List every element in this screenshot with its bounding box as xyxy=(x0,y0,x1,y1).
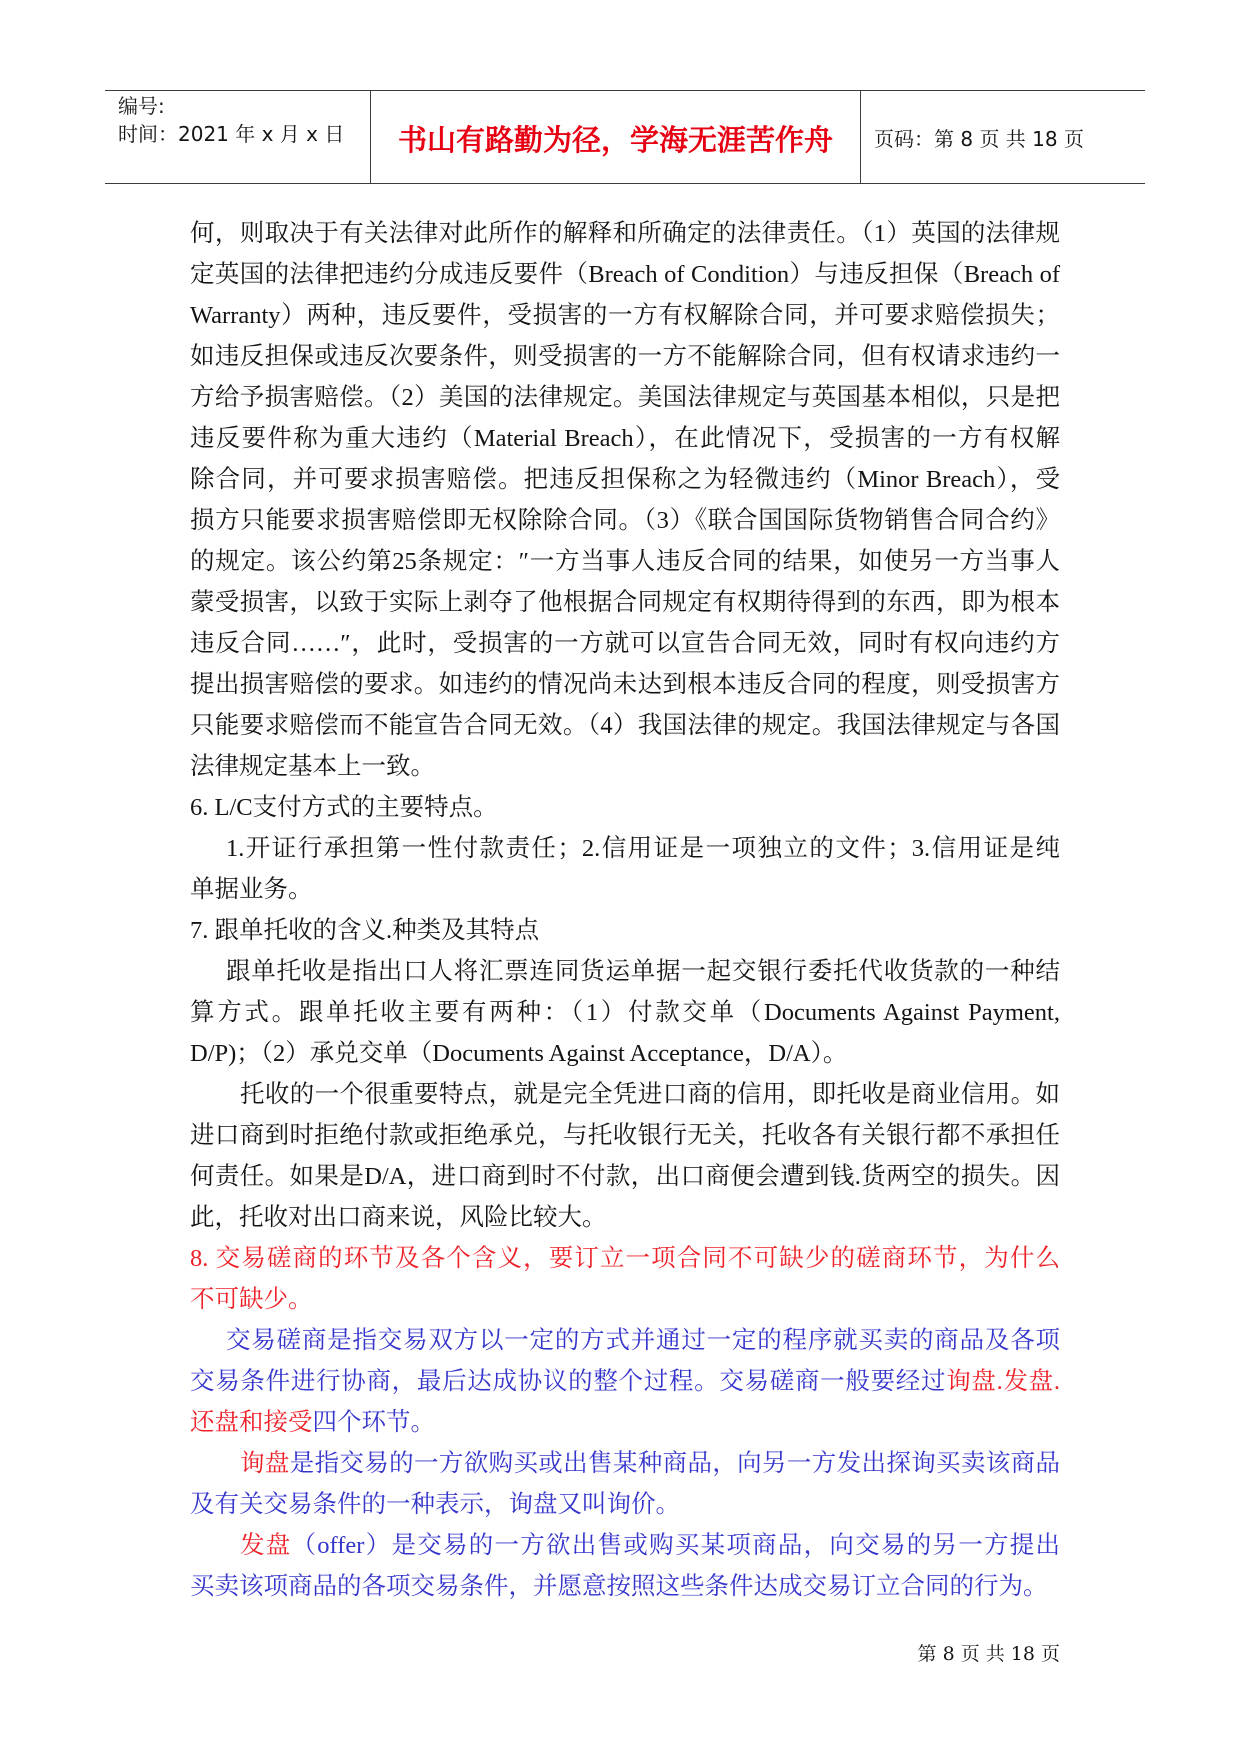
line-text xyxy=(190,1573,1048,1600)
key-term: 询盘.发盘. xyxy=(946,1368,1061,1395)
paragraph-line xyxy=(190,1361,1060,1402)
line-text xyxy=(190,1368,1060,1395)
paragraph-line xyxy=(190,1115,1060,1156)
paragraph-line xyxy=(190,1156,1060,1197)
serial-number-label: 编号: xyxy=(118,94,165,118)
line-text xyxy=(190,1245,1060,1272)
section-heading xyxy=(190,910,1060,951)
paragraph-line xyxy=(190,541,1060,582)
paragraph-line xyxy=(190,1074,1060,1115)
header-info-cell xyxy=(105,91,370,183)
text-run: 算方式。跟单托收主要有两种：（1）付款交单（Documents Against Payment, xyxy=(190,999,1060,1026)
line-text xyxy=(190,1122,1060,1149)
text-run: D/P)；（2）承兑交单（Documents Against Acceptance，D/A）。 xyxy=(190,1040,848,1067)
line-text xyxy=(190,343,1060,370)
text-run: 此，托收对出口商来说，风险比较大。 xyxy=(190,1204,607,1231)
line-text xyxy=(190,753,435,780)
paragraph-line xyxy=(190,1402,1060,1443)
paragraph-line xyxy=(190,1566,1060,1607)
line-text xyxy=(190,1204,607,1231)
line-text xyxy=(190,671,1060,698)
text-run: 方给予损害赔偿。（2）美国的法律规定。美国法律规定与英国基本相似，只是把 xyxy=(190,384,1060,411)
paragraph-line xyxy=(190,500,1060,541)
line-text xyxy=(190,1409,435,1436)
emphasized-text: 是指交易的一方欲购买或出售某种商品，向另一方发出探询买卖该商品 xyxy=(289,1450,1060,1477)
section-heading-text: 8. 交易磋商的环节及各个含义，要订立一项合同不可缺少的磋商环节，为什么 xyxy=(190,1245,1060,1272)
footer-page-number: 第 8 页 共 18 页 xyxy=(917,1643,1060,1665)
paragraph-line xyxy=(190,828,1060,869)
line-text xyxy=(190,548,1060,575)
paragraph-line xyxy=(190,1525,1060,1566)
text-run: 跟单托收是指出口人将汇票连同货运单据一起交银行委托代收货款的一种结 xyxy=(226,958,1060,985)
paragraph-line xyxy=(190,992,1060,1033)
text-run: 除合同，并可要求损害赔偿。把违反担保称之为轻微违约（Minor Breach），受 xyxy=(190,466,1060,493)
section-heading-text: 7. 跟单托收的含义.种类及其特点 xyxy=(190,917,540,944)
text-run: 的规定。该公约第25条规定：″一方当事人违反合同的结果，如使另一方当事人 xyxy=(190,548,1060,575)
paragraph-line xyxy=(190,1443,1060,1484)
motto-text: 书山有路勤为径，学海无涯苦作舟 xyxy=(397,123,833,157)
line-text xyxy=(190,1040,847,1067)
text-run: 托收的一个很重要特点，就是完全凭进口商的信用，即托收是商业信用。如 xyxy=(240,1081,1060,1108)
line-text xyxy=(190,630,1060,657)
paragraph-line xyxy=(190,1320,1060,1361)
line-text xyxy=(226,835,1060,862)
key-term: 还盘和接受 xyxy=(190,1409,313,1436)
section-heading xyxy=(190,1279,1060,1320)
paragraph-line xyxy=(190,623,1060,664)
text-run: 损方只能要求损害赔偿即无权除除合同。（3）《联合国国际货物销售合同合约》 xyxy=(190,507,1060,534)
paragraph-line xyxy=(190,664,1060,705)
paragraph-line xyxy=(190,295,1060,336)
document-body xyxy=(190,213,1060,1607)
emphasized-text: 四个环节。 xyxy=(312,1409,435,1436)
page-info-cell xyxy=(861,91,1145,183)
emphasized-text: 交易磋商是指交易双方以一定的方式并通过一定的程序就买卖的商品及各项 xyxy=(226,1327,1060,1354)
line-text xyxy=(240,1081,1060,1108)
paragraph-line xyxy=(190,336,1060,377)
paragraph-line xyxy=(190,418,1060,459)
line-text xyxy=(226,1327,1060,1354)
line-text xyxy=(190,712,1060,739)
line-text xyxy=(190,917,539,944)
line-text xyxy=(190,1163,1060,1190)
paragraph-line xyxy=(190,254,1060,295)
page-indicator: 页码：第 8 页 共 18 页 xyxy=(874,126,1084,151)
text-run: 违反要件称为重大违约（Material Breach），在此情况下，受损害的一方有权解 xyxy=(190,425,1060,452)
line-text xyxy=(190,589,1060,616)
text-run: 定英国的法律把违约分成违反要件（Breach of Condition）与违反担保（Breach of xyxy=(190,261,1060,288)
emphasized-text: （offer）是交易的一方欲出售或购买某项商品，向交易的另一方提出 xyxy=(291,1532,1061,1559)
emphasized-text: 交易条件进行协商，最后达成协议的整个过程。交易磋商一般要经过 xyxy=(190,1368,947,1395)
line-text xyxy=(190,794,498,821)
line-text xyxy=(190,384,1060,411)
key-term: 发盘 xyxy=(240,1532,292,1559)
paragraph-line xyxy=(190,459,1060,500)
line-text xyxy=(190,876,313,903)
paragraph-line xyxy=(190,869,1060,910)
text-run: 单据业务。 xyxy=(190,876,313,903)
text-run: 法律规定基本上一致。 xyxy=(190,753,435,780)
paragraph-line xyxy=(190,746,1060,787)
section-heading-text: 不可缺少。 xyxy=(190,1286,313,1313)
text-run: 何，则取决于有关法律对此所作的解释和所确定的法律责任。（1）英国的法律规 xyxy=(190,220,1060,247)
line-text xyxy=(190,302,1060,329)
motto-cell xyxy=(370,91,861,183)
paragraph-line xyxy=(190,1033,1060,1074)
text-run: 蒙受损害，以致于实际上剥夺了他根据合同规定有权期待得到的东西，即为根本 xyxy=(190,589,1060,616)
header-table xyxy=(105,90,1145,184)
section-heading xyxy=(190,1238,1060,1279)
line-text xyxy=(190,999,1060,1026)
paragraph-line xyxy=(190,213,1060,254)
paragraph-line xyxy=(190,1197,1060,1238)
text-run: 进口商到时拒绝付款或拒绝承兑，与托收银行无关，托收各有关银行都不承担任 xyxy=(190,1122,1060,1149)
text-run: 1.开证行承担第一性付款责任；2.信用证是一项独立的文件；3.信用证是纯 xyxy=(226,835,1060,862)
text-run: 违反合同……″，此时，受损害的一方就可以宣告合同无效，同时有权向违约方 xyxy=(190,630,1060,657)
emphasized-text: 及有关交易条件的一种表示，询盘又叫询价。 xyxy=(190,1491,680,1518)
text-run: 如违反担保或违反次要条件，则受损害的一方不能解除合同，但有权请求违约一 xyxy=(190,343,1060,370)
section-heading-text: 6. L/C支付方式的主要特点。 xyxy=(190,794,498,821)
line-text xyxy=(190,425,1060,452)
line-text xyxy=(190,261,1060,288)
line-text xyxy=(240,1450,1060,1477)
key-term: 询盘 xyxy=(240,1450,290,1477)
text-run: 何责任。如果是D/A，进口商到时不付款，出口商便会遭到钱.货两空的损失。因 xyxy=(190,1163,1060,1190)
line-text xyxy=(190,466,1060,493)
line-text xyxy=(190,507,1060,534)
paragraph-line xyxy=(190,377,1060,418)
emphasized-text: 买卖该项商品的各项交易条件，并愿意按照这些条件达成交易订立合同的行为。 xyxy=(190,1573,1048,1600)
text-run: Warranty）两种，违反要件，受损害的一方有权解除合同，并可要求赔偿损失； xyxy=(190,302,1060,329)
line-text xyxy=(190,1491,680,1518)
paragraph-line xyxy=(190,951,1060,992)
section-heading xyxy=(190,787,1060,828)
date-label: 时间：2021 年 x 月 x 日 xyxy=(118,122,345,146)
line-text xyxy=(240,1532,1060,1559)
text-run: 提出损害赔偿的要求。如违约的情况尚未达到根本违反合同的程度，则受损害方 xyxy=(190,671,1060,698)
line-text xyxy=(190,1286,313,1313)
paragraph-line xyxy=(190,1484,1060,1525)
paragraph-line xyxy=(190,705,1060,746)
text-run: 只能要求赔偿而不能宣告合同无效。（4）我国法律的规定。我国法律规定与各国 xyxy=(190,712,1060,739)
paragraph-line xyxy=(190,582,1060,623)
line-text xyxy=(226,958,1060,985)
line-text xyxy=(190,220,1060,247)
